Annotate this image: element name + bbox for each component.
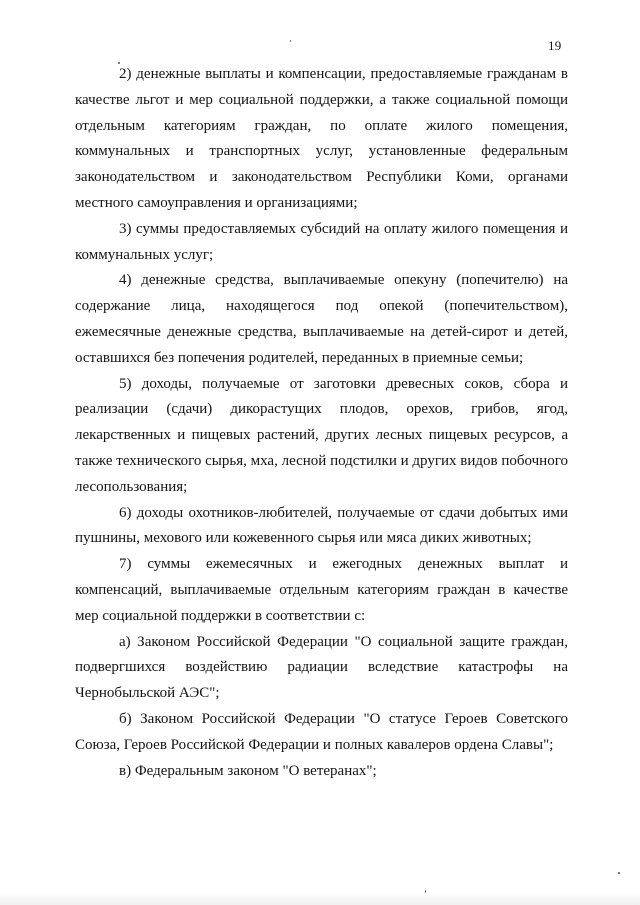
paragraph-item-7: 7) суммы ежемесячных и ежегодных денежных выплат и компенсаций, выплачиваемые отдельным категориям граждан в качестве мер социальной поддержки в соответствии с: [75, 556, 568, 624]
document-body [75, 62, 568, 784]
paragraph-item-4: 4) денежные средства, выплачиваемые опекуну (попечителю) на содержание лица, находящегося под опекой (попечительством), ежемесячные денежные средства, выплачиваемые на детей-сирот и детей, оставшихся без попечения родителей, переданных в приемные семьи; [75, 272, 568, 366]
paragraph-item-6: 6) доходы охотников-любителей, получаемые от сдачи добытых ими пушнины, мехового или кожевенного сырья или мяса диких животных; [75, 504, 568, 547]
scan-speck [118, 62, 120, 64]
paragraph-item-2: 2) денежные выплаты и компенсации, предоставляемые гражданам в качестве льгот и мер социальной поддержки, а также социальной помощи отдельным категориям граждан, по оплате жилого помещения, коммунальных и транспортных услуг, установленные федеральным законодательством и законодательством Республики Коми, органами местного самоуправления и организациями; [75, 66, 568, 211]
subitem-a: а) Законом Российской Федерации "О социальной защите граждан, подвергшихся воздействию радиации вследствие катастрофы на Чернобыльской АЭС"; [75, 633, 568, 702]
paragraph-item-3: 3) суммы предоставляемых субсидий на оплату жилого помещения и коммунальных услуг; [75, 220, 568, 263]
subitem-v: в) Федеральным законом "О ветеранах"; [119, 762, 377, 779]
scan-speck [290, 40, 291, 42]
scan-bottom-edge [0, 893, 640, 905]
subitem-b: б) Законом Российской Федерации "О статусе Героев Советского Союза, Героев Российской Федерации и полных кавалеров ордена Славы"; [75, 710, 568, 753]
paragraph-item-5: 5) доходы, получаемые от заготовки древесных соков, сбора и реализации (сдачи) дикорастущих плодов, орехов, грибов, ягод, лекарственных и пищевых растений, других лесных пищевых ресурсов, а также технического сырья, мха, лесной подстилки и других видов побочного лесопользования; [75, 375, 568, 495]
page-number: 19 [548, 38, 562, 53]
scan-speck [618, 872, 620, 874]
